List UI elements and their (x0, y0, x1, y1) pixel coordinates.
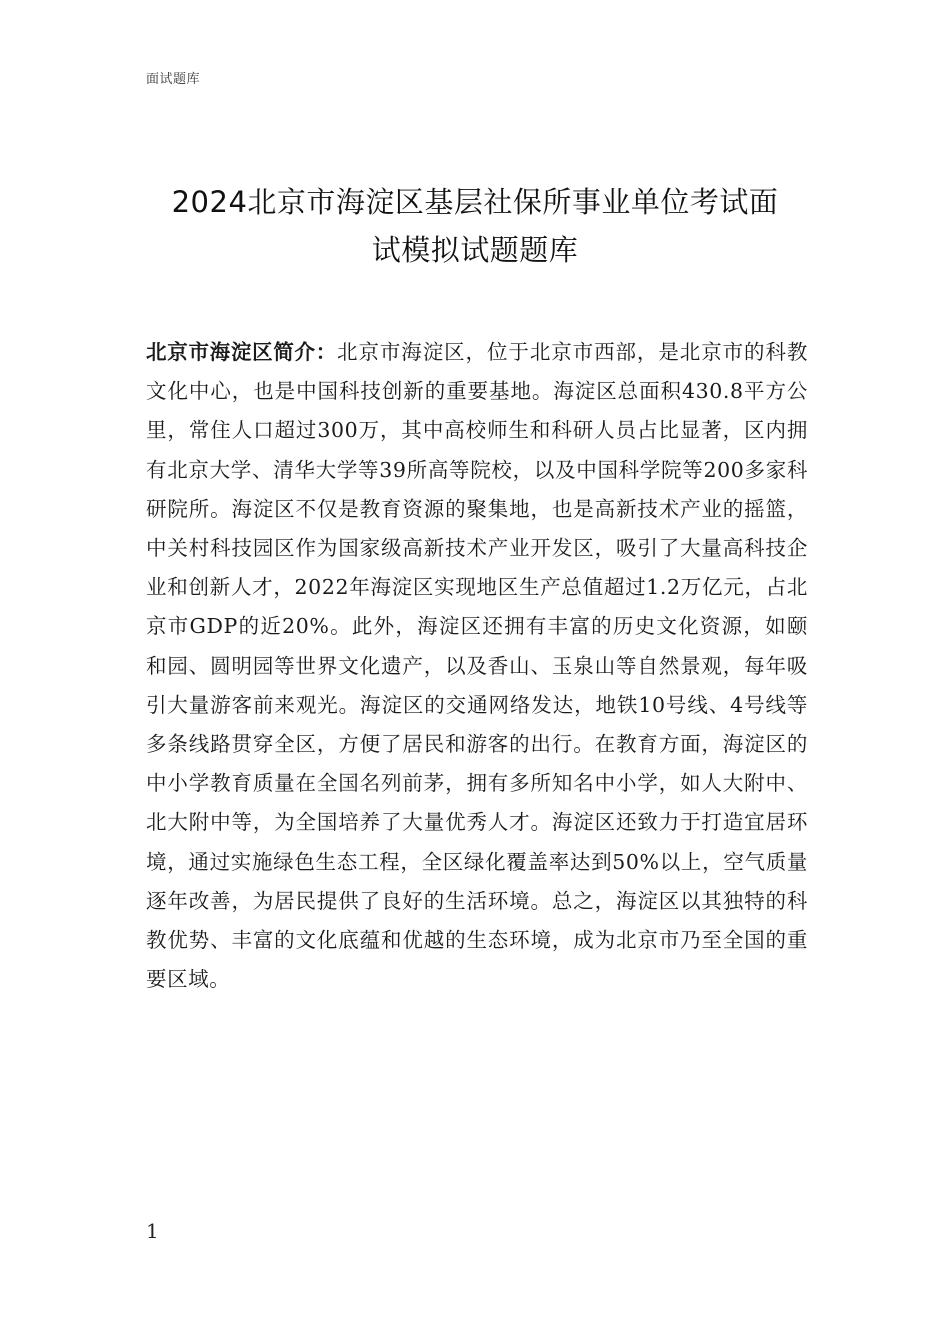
page-number: 1 (146, 1219, 159, 1243)
intro-paragraph (146, 333, 808, 999)
title-line-1: 2024北京市海淀区基层社保所事业单位考试面 (171, 185, 779, 219)
document-title (120, 178, 830, 274)
intro-lead: 北京市海淀区简介： (146, 340, 338, 364)
title-line-2: 试模拟试题题库 (371, 233, 579, 267)
running-header: 面试题库 (146, 72, 201, 87)
intro-text: 北京市海淀区，位于北京市西部，是北京市的科教文化中心，也是中国科技创新的重要基地。海淀区总面积430.8平方公里，常住人口超过300万，其中高校师生和科研人员占比显著，区内拥有北京大学、清华大学等39所高等院校，以及中国科学院等200多家科研院所。海淀区不仅是教育资源的聚集地，也是高新技术产业的摇篮，中关村科技园区作为国家级高新技术产业开发区，吸引了大量高科技企业和创新人才，2022年海淀区实现地区生产总值超过1.2万亿元，占北京市GDP的近20%。此外，海淀区还拥有丰富的历史文化资源，如颐和园、圆明园等世界文化遗产，以及香山、玉泉山等自然景观，每年吸引大量游客前来观光。海淀区的交通网络发达，地铁10号线、4号线等多条线路贯穿全区，方便了居民和游客的出行。在教育方面，海淀区的中小学教育质量在全国名列前茅，拥有多所知名中小学，如人大附中、北大附中等，为全国培养了大量优秀人才。海淀区还致力于打造宜居环境，通过实施绿色生态工程，全区绿化覆盖率达到50%以上，空气质量逐年改善，为居民提供了良好的生活环境。总之，海淀区以其独特的科教优势、丰富的文化底蕴和优越的生态环境，成为北京市乃至全国的重要区域。 (146, 340, 808, 992)
